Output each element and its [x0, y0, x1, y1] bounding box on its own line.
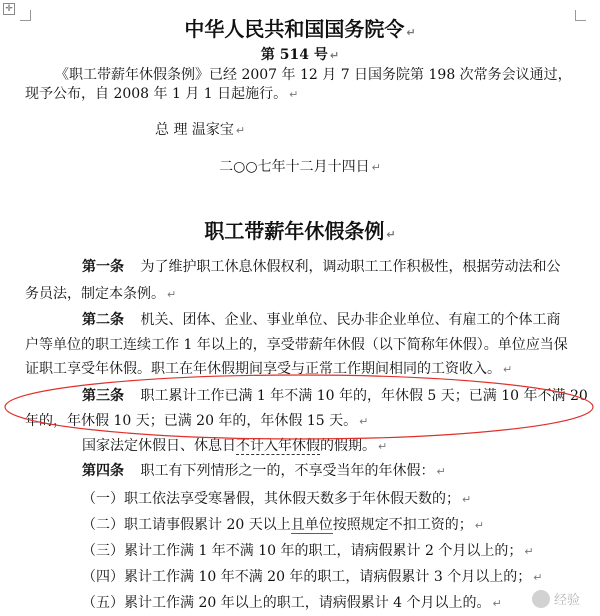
article-4-line-1: 第四条 职工有下列情形之一的，不享受当年的年休假： ↵ [82, 463, 446, 479]
article-4-label: 第四条 [82, 463, 124, 479]
article-3-line-2: 年的，年休假 10 天；已满 20 年的，年休假 15 天。 ↵ [25, 413, 369, 429]
watermark-logo-icon [532, 590, 550, 608]
intro-line-1: 《职工带薪年休假条例》已经 2007 年 12 月 7 日国务院第 198 次常务会议通过， [55, 67, 572, 83]
article-4-item-4: （四）累计工作满 10 年不满 20 年的职工，请病假累计 3 个月以上的； ↵ [82, 569, 543, 585]
article-2-line-1: 第二条 机关、团体、企业、事业单位、民办非企业单位、有雇工的个体工商 [82, 312, 561, 328]
article-4-item-5: （五）累计工作满 20 年以上的职工，请病假累计 4 个月以上的。 ↵ [82, 595, 502, 611]
article-4-item-3: （三）累计工作满 1 年不满 10 年的职工，请病假累计 2 个月以上的； ↵ [82, 543, 534, 559]
decree-title: 中华人民共和国国务院令 ↵ [184, 17, 416, 41]
premier-signature: 总 理 温家宝 ↵ [155, 122, 246, 138]
article-2-label: 第二条 [82, 312, 124, 328]
article-1-label: 第一条 [82, 259, 124, 275]
regulation-title: 职工带薪年休假条例 ↵ [204, 219, 396, 243]
article-1-line-1: 第一条 为了维护职工休息休假权利，调动职工工作积极性，根据劳动法和公 [82, 259, 561, 275]
decree-number: 第 514 号 ↵ [260, 47, 340, 63]
intro-line-2: 现予公布，自 2008 年 1 月 1 日起施行。 ↵ [25, 86, 299, 102]
article-3-label: 第三条 [82, 388, 124, 404]
annotation-ellipse [2, 372, 596, 442]
article-3-line-1: 第三条 职工累计工作已满 1 年不满 10 年的，年休假 5 天；已满 10 年不满 20 [82, 388, 588, 404]
watermark: 经验 [532, 589, 580, 608]
article-2-line-3: 证职工享受年休假。职工在年休假期间享受与正常工作期间相同的工资收入。 ↵ [25, 361, 513, 377]
table-move-handle-icon[interactable]: ✛ [3, 3, 15, 15]
article-4-item-1: （一）职工依法享受寒暑假，其休假天数多于年休假天数的； ↵ [82, 491, 472, 507]
decree-date: 二○○七年十二月十四日 ↵ [219, 159, 381, 175]
article-4-item-2: （二）职工请事假累计 20 天以上且单位按照规定不扣工资的； ↵ [82, 517, 484, 533]
article-2-line-2: 户等单位的职工连续工作 1 年以上的，享受带薪年休假（以下简称年休假）。单位应当保 [25, 337, 568, 353]
holiday-note: 国家法定休假日、休息日不计入年休假的假期。 ↵ [82, 438, 388, 454]
article-1-line-2: 务员法，制定本条例。 ↵ [25, 286, 177, 302]
